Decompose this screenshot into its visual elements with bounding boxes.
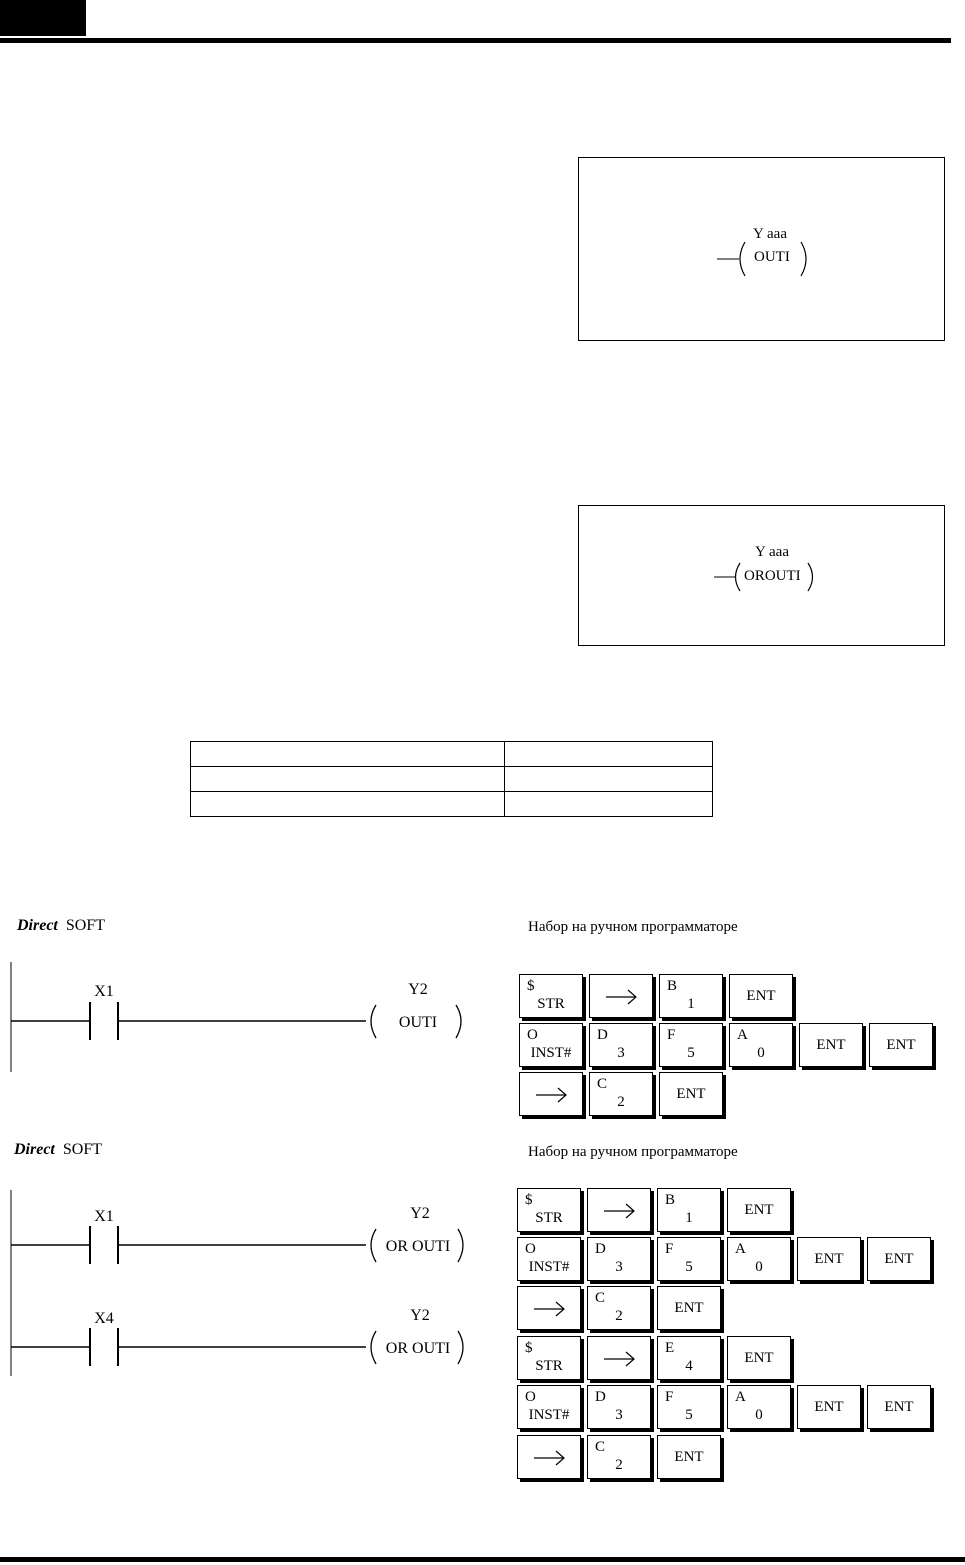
arrow-key[interactable] — [517, 1435, 581, 1479]
ent-key[interactable] — [867, 1385, 931, 1429]
example2-rung1-coil-address: Y2 — [410, 1205, 430, 1222]
key-primary-label: $ — [525, 1192, 533, 1208]
key-primary-label: F — [667, 1027, 676, 1043]
footer-rule — [0, 1557, 965, 1562]
key-secondary-label: STR — [535, 1210, 563, 1226]
key-label: ENT — [814, 1251, 844, 1267]
ent-key[interactable] — [657, 1435, 721, 1479]
keypad-key[interactable] — [517, 1237, 581, 1281]
key-secondary-label: 2 — [615, 1457, 623, 1473]
ent-key[interactable] — [867, 1237, 931, 1281]
table-cell — [191, 767, 505, 792]
example1-software-label — [17, 917, 105, 935]
key-primary-label: F — [665, 1241, 674, 1257]
arrow-key[interactable] — [587, 1336, 651, 1380]
operand-table — [190, 741, 713, 817]
ent-key[interactable] — [797, 1237, 861, 1281]
keypad-key[interactable] — [517, 1336, 581, 1380]
outi-box-address: Y aaa — [753, 226, 787, 242]
key-primary-label: D — [595, 1241, 606, 1257]
right-arrow-icon — [532, 1299, 568, 1319]
table-cell — [505, 767, 713, 792]
key-secondary-label: 2 — [615, 1308, 623, 1324]
key-secondary-label: STR — [535, 1358, 563, 1374]
table-row — [191, 792, 713, 817]
right-arrow-icon — [534, 1085, 570, 1105]
key-primary-label: C — [595, 1439, 606, 1455]
keypad-key[interactable] — [657, 1188, 721, 1232]
keypad-key[interactable] — [727, 1237, 791, 1281]
keypad-key[interactable] — [587, 1237, 651, 1281]
example2-rung2-contact: X4 — [94, 1310, 114, 1327]
orouti-box-mnemonic: OROUTI — [744, 568, 801, 584]
key-label: ENT — [884, 1251, 914, 1267]
key-secondary-label: 3 — [615, 1259, 623, 1275]
key-primary-label: B — [667, 978, 678, 994]
key-label: ENT — [886, 1037, 916, 1053]
key-primary-label: B — [665, 1192, 676, 1208]
key-secondary-label: INST# — [528, 1407, 570, 1423]
key-secondary-label: 5 — [685, 1407, 693, 1423]
example2-hpp-title: Набор на ручном программаторе — [528, 1144, 738, 1160]
right-arrow-icon — [602, 1201, 638, 1221]
keypad-key[interactable] — [657, 1237, 721, 1281]
key-label: ENT — [744, 1202, 774, 1218]
key-secondary-label: 4 — [685, 1358, 693, 1374]
example2-rung1-coil-mnemonic: OR OUTI — [385, 1238, 451, 1255]
example2-rung2-coil-mnemonic: OR OUTI — [385, 1340, 451, 1357]
orouti-symbol-box — [578, 505, 945, 646]
keypad-key[interactable] — [587, 1286, 651, 1330]
keypad-key[interactable] — [517, 1188, 581, 1232]
ent-key[interactable] — [799, 1023, 863, 1067]
keypad-key[interactable] — [589, 1023, 653, 1067]
key-primary-label: F — [665, 1389, 674, 1405]
key-primary-label: O — [527, 1027, 538, 1043]
key-label: ENT — [816, 1037, 846, 1053]
ent-key[interactable] — [797, 1385, 861, 1429]
arrow-key[interactable] — [589, 974, 653, 1018]
table-cell — [505, 742, 713, 767]
key-primary-label: D — [597, 1027, 608, 1043]
key-primary-label: O — [525, 1389, 536, 1405]
key-primary-label: C — [595, 1290, 606, 1306]
key-primary-label: O — [525, 1241, 536, 1257]
brand-direct: Direct — [17, 917, 58, 934]
keypad-key[interactable] — [517, 1385, 581, 1429]
example2-rung1-contact: X1 — [94, 1208, 114, 1225]
right-arrow-icon — [602, 1349, 638, 1369]
key-secondary-label: 3 — [615, 1407, 623, 1423]
table-cell — [191, 742, 505, 767]
arrow-key[interactable] — [587, 1188, 651, 1232]
keypad-key[interactable] — [659, 1023, 723, 1067]
key-primary-label: C — [597, 1076, 608, 1092]
table-row — [191, 767, 713, 792]
keypad-key[interactable] — [657, 1385, 721, 1429]
key-primary-label: $ — [525, 1340, 533, 1356]
example2-software-label — [14, 1141, 102, 1159]
key-label: ENT — [744, 1350, 774, 1366]
brand-soft: SOFT — [65, 917, 105, 934]
table-row — [191, 742, 713, 767]
brand-soft: SOFT — [62, 1141, 102, 1158]
header-tab-block — [0, 0, 86, 36]
key-label: ENT — [674, 1449, 704, 1465]
ent-key[interactable] — [657, 1286, 721, 1330]
ent-key[interactable] — [729, 974, 793, 1018]
example1-coil-address: Y2 — [408, 981, 428, 998]
keypad-key[interactable] — [519, 1023, 583, 1067]
example1-contact-label: X1 — [94, 983, 114, 1000]
key-secondary-label: 1 — [687, 996, 695, 1012]
outi-box-mnemonic: OUTI — [754, 249, 790, 265]
keypad-key[interactable] — [519, 974, 583, 1018]
key-primary-label: A — [735, 1389, 746, 1405]
arrow-key[interactable] — [517, 1286, 581, 1330]
example1-coil-mnemonic: OUTI — [398, 1014, 438, 1031]
key-label: ENT — [674, 1300, 704, 1316]
right-arrow-icon — [532, 1448, 568, 1468]
outi-symbol-box — [578, 157, 945, 341]
keypad-key[interactable] — [729, 1023, 793, 1067]
key-secondary-label: 0 — [757, 1045, 765, 1061]
keypad-key[interactable] — [657, 1336, 721, 1380]
key-primary-label: A — [735, 1241, 746, 1257]
key-primary-label: D — [595, 1389, 606, 1405]
keypad-key[interactable] — [727, 1385, 791, 1429]
key-primary-label: E — [665, 1340, 675, 1356]
key-secondary-label: 1 — [685, 1210, 693, 1226]
key-secondary-label: INST# — [528, 1259, 570, 1275]
key-label: ENT — [884, 1399, 914, 1415]
table-cell — [505, 792, 713, 817]
example1-ladder — [0, 950, 500, 1080]
keypad-key[interactable] — [589, 1072, 653, 1116]
keypad-key[interactable] — [659, 974, 723, 1018]
ent-key[interactable] — [727, 1336, 791, 1380]
keypad-key[interactable] — [587, 1385, 651, 1429]
key-secondary-label: INST# — [530, 1045, 572, 1061]
key-secondary-label: STR — [537, 996, 565, 1012]
key-primary-label: A — [737, 1027, 748, 1043]
brand-direct: Direct — [14, 1141, 55, 1158]
key-secondary-label: 0 — [755, 1407, 763, 1423]
key-secondary-label: 5 — [687, 1045, 695, 1061]
arrow-key[interactable] — [519, 1072, 583, 1116]
keypad-key[interactable] — [587, 1435, 651, 1479]
ent-key[interactable] — [659, 1072, 723, 1116]
example1-hpp-title: Набор на ручном программаторе — [528, 919, 738, 935]
ent-key[interactable] — [869, 1023, 933, 1067]
key-secondary-label: 3 — [617, 1045, 625, 1061]
key-primary-label: $ — [527, 978, 535, 994]
key-label: ENT — [814, 1399, 844, 1415]
orouti-box-address: Y aaa — [755, 544, 789, 560]
key-secondary-label: 5 — [685, 1259, 693, 1275]
key-secondary-label: 0 — [755, 1259, 763, 1275]
example2-rung2-coil-address: Y2 — [410, 1307, 430, 1324]
key-label: ENT — [676, 1086, 706, 1102]
ent-key[interactable] — [727, 1188, 791, 1232]
table-cell — [191, 792, 505, 817]
right-arrow-icon — [604, 987, 640, 1007]
key-secondary-label: 2 — [617, 1094, 625, 1110]
key-label: ENT — [746, 988, 776, 1004]
example2-ladder — [0, 1180, 500, 1380]
header-rule — [0, 38, 951, 43]
